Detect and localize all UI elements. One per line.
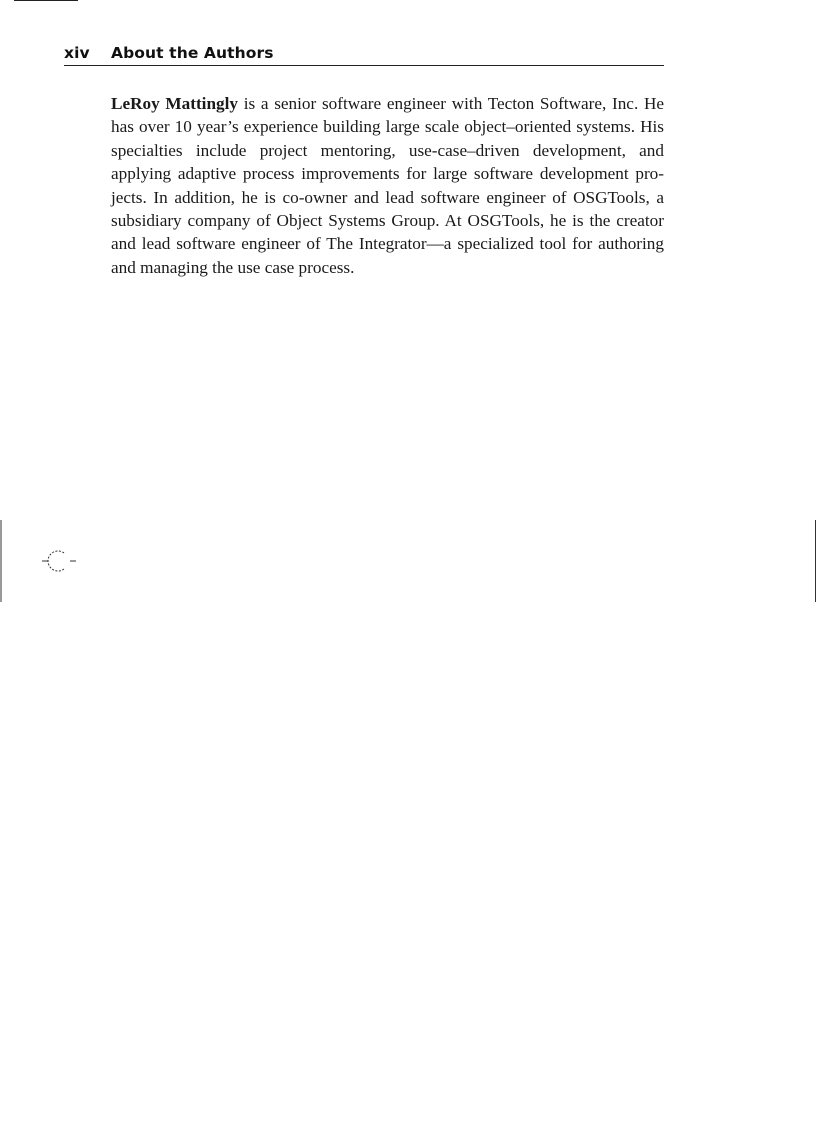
running-header <box>64 42 664 66</box>
bio-line-1: is a senior software engineer with Tecton Software, Inc. He <box>237 94 664 113</box>
page-number: xiv <box>64 44 90 62</box>
bio-line-7: and lead software engineer of The Integrator—a specialized tool for authoring <box>111 234 664 254</box>
author-bio-paragraph <box>111 92 664 279</box>
bio-line-5: jects. In addition, he is co-owner and lead software engineer of OSGTools, a <box>111 187 664 207</box>
registration-mark-icon <box>0 520 80 602</box>
bio-line-3: specialties include project mentoring, use-case–driven development, and <box>111 140 664 160</box>
bio-line-4: applying adaptive process improvements for large software development pro- <box>111 164 664 184</box>
author-name: LeRoy Mattingly <box>111 94 238 113</box>
bio-line-6: subsidiary company of Object Systems Group. At OSGTools, he is the creator <box>111 211 664 231</box>
running-title: About the Authors <box>111 44 274 62</box>
bio-line-2: has over 10 year’s experience building large scale object–oriented systems. His <box>111 117 664 137</box>
bio-line-8: and managing the use case process. <box>111 257 355 277</box>
crop-mark-top <box>14 0 78 1</box>
crop-mark-right <box>811 520 816 602</box>
